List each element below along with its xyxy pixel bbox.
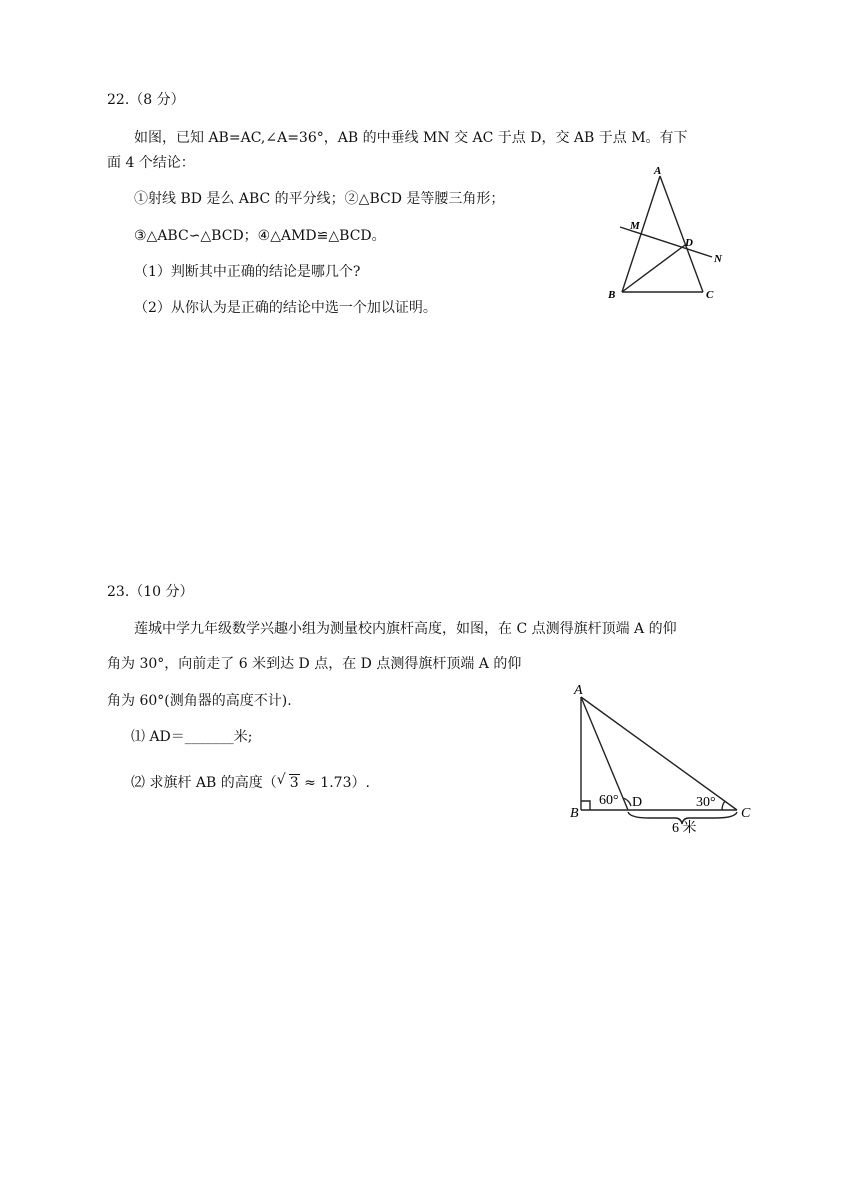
q23-flagpole-figure [560,680,760,840]
q23-part1 [131,727,253,747]
q22-conclusions-1-2: ①射线 BD 是么 ABC 的平分线；②△BCD 是等腰三角形； [134,191,505,207]
angle-60-label: 60° [599,793,619,808]
q22-part2: （2）从你认为是正确的结论中选一个加以证明。 [134,300,437,316]
label-a: A [654,165,662,177]
distance-label: 6 米 [672,821,697,836]
label-a: A [574,683,583,698]
q22-header: 22.（8 分） [107,92,185,108]
label-b: B [608,289,616,301]
label-c: C [741,806,751,821]
q23-part2-prefix: ⑵ 求旗杆 AB 的高度（ [131,775,277,791]
label-d: D [685,237,693,249]
q23-line1: 莲城中学九年级数学兴趣小组为测量校内旗杆高度，如图，在 C 点测得旗杆顶端 A 的仰 [134,621,677,637]
q23-header: 23.（10 分） [107,584,194,600]
q23-part1-prefix: ⑴ AD＝ [131,729,185,745]
angle-30-label: 30° [696,795,716,810]
label-b: B [570,806,579,821]
q23-line2: 角为 30°，向前走了 6 米到达 D 点，在 D 点测得旗杆顶端 A 的仰 [107,656,522,672]
q23-line3: 角为 60°(测角器的高度不计). [107,693,292,709]
radical-sign-icon: √ [276,772,286,788]
label-m: M [630,220,640,232]
right-angle-marker-icon [581,801,590,810]
q23-part2-approx: ≈ 1.73 [304,775,352,791]
sqrt-3-expression [277,773,300,793]
q22-part1: （1）判断其中正确的结论是哪几个? [134,264,361,280]
label-n: N [714,253,722,265]
label-d: D [632,795,643,810]
q23-part2-suffix: ）. [351,775,370,791]
q22-triangle-figure [600,155,740,310]
q22-intro-line2: 面 4 个结论： [107,155,195,171]
segment-ac [660,176,703,292]
segment-bd [622,245,685,292]
q23-part2 [131,773,370,793]
q23-part1-blank[interactable]: _______ [184,729,234,745]
q22-intro-line1: 如图，已知 AB=AC,∠A=36°，AB 的中垂线 MN 交 AC 于点 D，交 AB 于点 M。有下 [134,130,688,146]
sqrt-radicand: 3 [289,775,299,791]
q22-conclusions-3-4: ③△ABC∽△BCD；④△AMD≌△BCD。 [134,228,386,244]
label-c: C [706,289,714,301]
angle-30-arc-icon [722,801,725,810]
q23-part1-suffix: 米; [233,729,253,745]
